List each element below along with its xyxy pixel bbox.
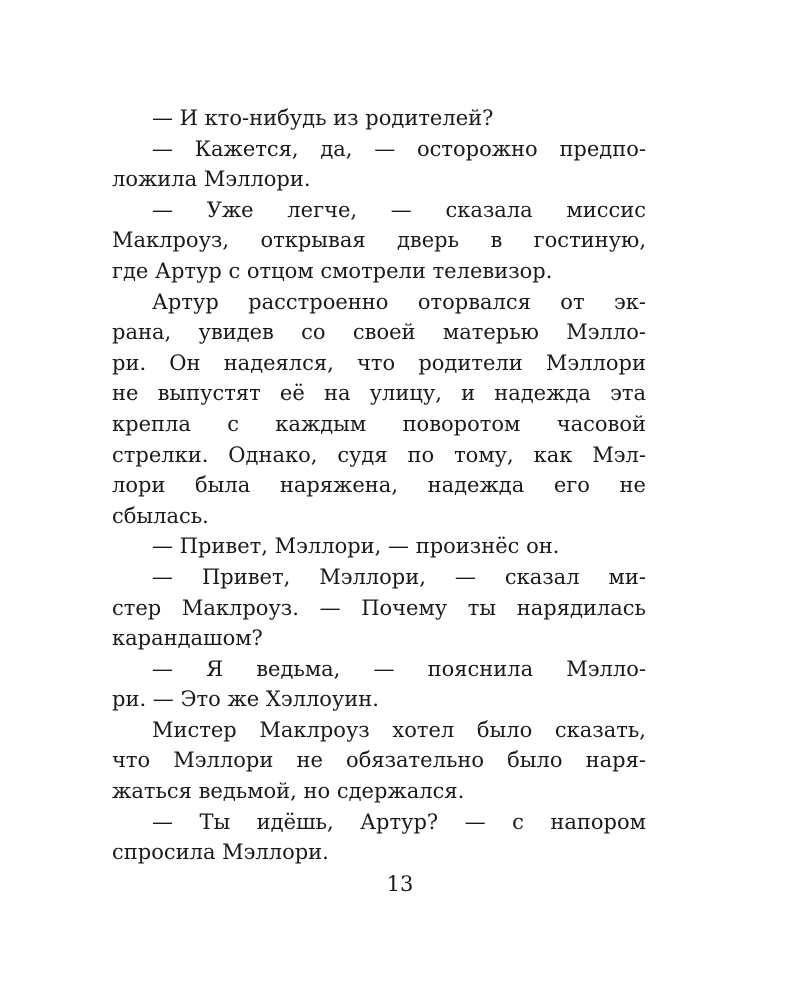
word: стер	[112, 595, 162, 620]
word: крепла	[112, 411, 191, 436]
word: надежда	[494, 381, 591, 406]
word: поворотом	[402, 411, 521, 436]
word: —	[454, 564, 476, 589]
word: рана,	[112, 320, 172, 345]
word: в	[490, 228, 503, 253]
word: от	[560, 289, 585, 314]
word: что	[112, 748, 151, 773]
word: расстроенно	[248, 289, 389, 314]
word: ведьма,	[256, 656, 341, 681]
word: дверь	[396, 228, 460, 253]
text-line	[112, 654, 646, 685]
word: стрелки.	[112, 442, 209, 467]
word: Маклроуз,	[112, 228, 230, 253]
text-line: — И кто-нибудь из родителей?	[152, 106, 494, 130]
word: —	[390, 197, 412, 222]
word: Артур	[152, 289, 219, 314]
word: —	[152, 136, 173, 161]
word: наря-	[585, 748, 646, 773]
word: —	[152, 197, 173, 222]
text-line	[112, 470, 646, 501]
word: Мэллори	[545, 350, 646, 375]
word: ми-	[608, 564, 646, 589]
text-line	[112, 715, 646, 746]
word: выпустят	[157, 381, 261, 406]
word: Мэлло-	[566, 656, 646, 681]
word: Маклроуз.	[181, 595, 299, 620]
text-line	[112, 562, 646, 593]
text-line	[112, 317, 646, 348]
word: открывая	[260, 228, 366, 253]
word: эк-	[613, 289, 646, 314]
body-text	[112, 103, 646, 868]
word: —	[373, 656, 395, 681]
word: была	[195, 473, 251, 498]
word: —	[152, 809, 173, 834]
word: Артур?	[360, 809, 439, 834]
word: —	[319, 595, 341, 620]
word: не	[296, 748, 323, 773]
word: Он	[169, 350, 201, 375]
word: ри.	[112, 350, 147, 375]
word: миссис	[566, 197, 646, 222]
word: родители	[418, 350, 523, 375]
word: гостиную,	[533, 228, 646, 253]
word: его	[553, 473, 590, 498]
word: Маклроуз	[259, 717, 370, 742]
word: было	[507, 748, 563, 773]
word: предпо-	[559, 136, 646, 161]
text-line: ри. — Это же Хэллоуин.	[112, 687, 379, 712]
word: Однако,	[228, 442, 318, 467]
word: наряжена,	[279, 473, 398, 498]
text-line	[112, 440, 646, 471]
word: Ты	[199, 809, 231, 834]
word: не	[112, 381, 139, 406]
word: её	[279, 381, 305, 406]
word: оторвался	[417, 289, 531, 314]
word: легче,	[287, 197, 358, 222]
word: часовой	[556, 411, 646, 436]
word: со	[301, 320, 326, 345]
word: с	[512, 809, 524, 834]
word: увидев	[198, 320, 274, 345]
text-line: карандашом?	[112, 626, 263, 651]
word: Привет,	[201, 564, 291, 589]
word: Мэллори,	[319, 564, 426, 589]
word: —	[152, 656, 173, 681]
word: на	[323, 381, 351, 406]
word: улицу,	[369, 381, 442, 406]
word: идёшь,	[256, 809, 334, 834]
word: тому,	[454, 442, 514, 467]
word: да,	[320, 136, 353, 161]
text-line	[112, 134, 646, 165]
word: как	[533, 442, 573, 467]
word: каждым	[275, 411, 367, 436]
text-line	[112, 287, 646, 318]
word: сказала	[445, 197, 533, 222]
text-line: спросила Мэллори.	[112, 840, 329, 865]
word: обязательно	[346, 748, 485, 773]
page-number: 13	[386, 872, 414, 896]
text-line	[112, 195, 646, 226]
word: нарядилась	[516, 595, 646, 620]
word: сказать,	[554, 717, 646, 742]
text-line	[112, 593, 646, 624]
text-line: ложила Мэллори.	[112, 167, 311, 192]
word: надежда	[427, 473, 525, 498]
word: лори	[112, 473, 166, 498]
word: —	[374, 136, 396, 161]
word: Мэл-	[592, 442, 646, 467]
text-line: где Артур с отцом смотрели телевизор.	[112, 258, 553, 283]
word: матерью	[442, 320, 539, 345]
word: и	[461, 381, 476, 406]
word: что	[357, 350, 396, 375]
word: Почему	[361, 595, 448, 620]
text-line: жаться ведьмой, но сдержался.	[112, 779, 465, 804]
word: осторожно	[416, 136, 538, 161]
word: напором	[550, 809, 646, 834]
text-line	[112, 348, 646, 379]
word: Мэлло-	[566, 320, 646, 345]
word: —	[152, 564, 173, 589]
word: не	[619, 473, 646, 498]
word: Я	[206, 656, 224, 681]
word: Кажется,	[194, 136, 299, 161]
word: Уже	[206, 197, 254, 222]
text-line: сбылась.	[112, 503, 209, 528]
word: сказал	[504, 564, 580, 589]
word: по	[407, 442, 435, 467]
word: —	[464, 809, 486, 834]
word: ты	[467, 595, 497, 620]
text-line	[112, 409, 646, 440]
text-line: — Привет, Мэллори, — произнёс он.	[152, 534, 560, 559]
word: с	[227, 411, 239, 436]
text-line	[112, 378, 646, 409]
text-line	[112, 745, 646, 776]
word: было	[476, 717, 533, 742]
word: эта	[610, 381, 646, 406]
word: своей	[352, 320, 416, 345]
word: хотел	[392, 717, 455, 742]
text-line	[112, 225, 646, 256]
word: надеялся,	[223, 350, 334, 375]
word: Мистер	[152, 717, 237, 742]
word: пояснила	[427, 656, 534, 681]
text-line	[112, 807, 646, 838]
word: судя	[337, 442, 388, 467]
word: Мэллори	[173, 748, 274, 773]
